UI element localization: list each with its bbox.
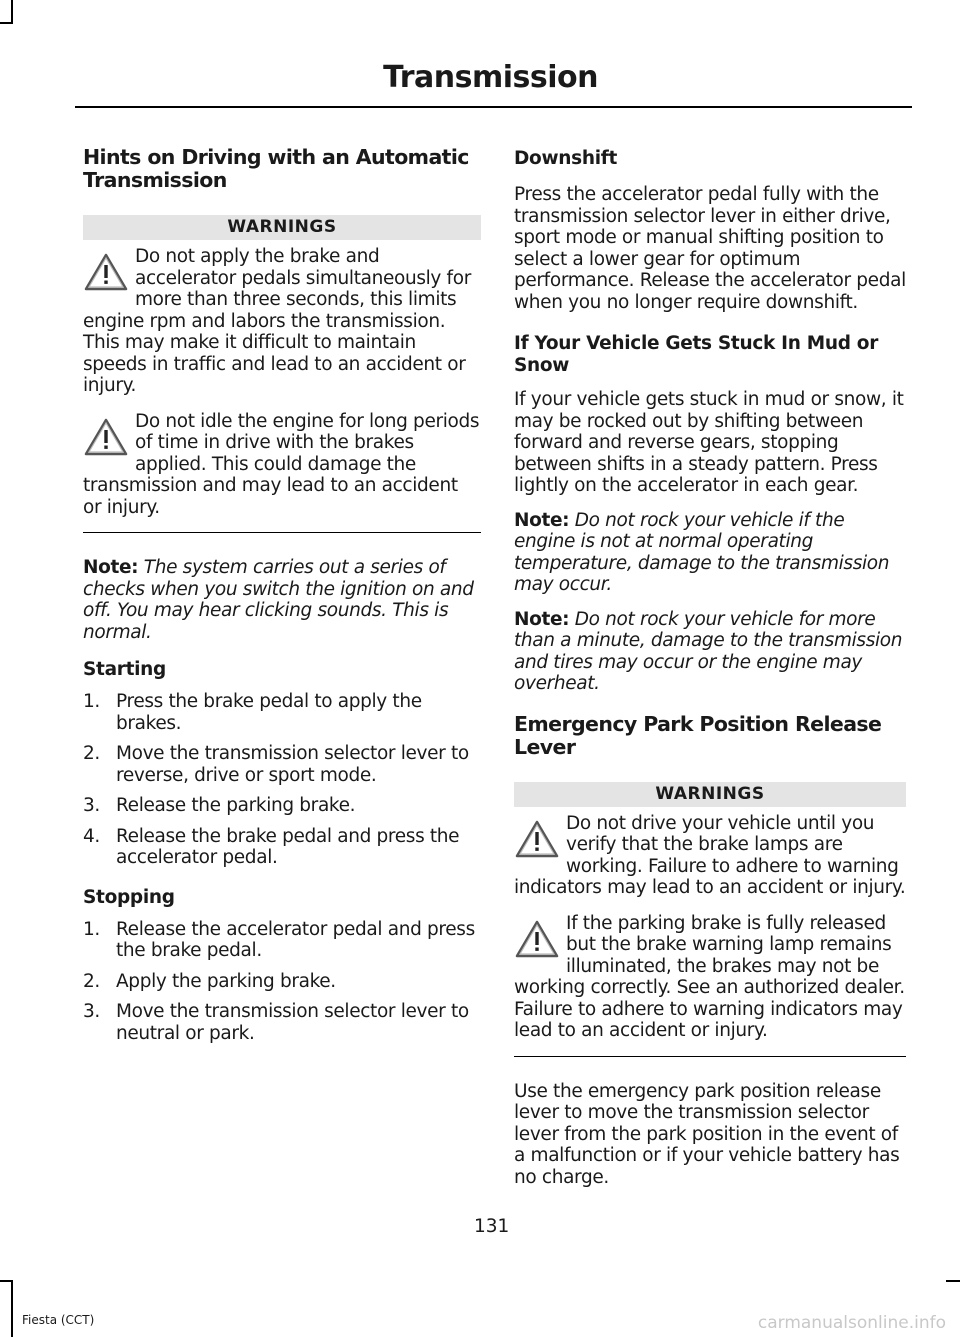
note-paragraph bbox=[514, 510, 906, 596]
warning-text: Do not apply the brake and accelerator pedals simultaneously for more than three seconds, this limits engine rpm and labors the transmission. This may make it difficult to maintain speeds in traffic and lead to an accident or injury. bbox=[83, 246, 471, 396]
list-item: 3. Release the parking brake. bbox=[83, 795, 356, 816]
page-number: 131 bbox=[474, 1216, 510, 1237]
crop-mark bbox=[946, 1280, 960, 1282]
warning-triangle-icon bbox=[83, 417, 129, 457]
section-heading-starting: Starting bbox=[83, 659, 166, 680]
crop-mark bbox=[0, 1280, 13, 1282]
note-text: Do not rock your vehicle for more than a minute, damage to the transmission and tires may occur or the engine may overheat. bbox=[514, 608, 903, 694]
note-text: The system carries out a series of checks when you switch the ignition on and off. You may hear clicking sounds. This is normal. bbox=[83, 557, 474, 643]
warnings-divider bbox=[514, 1056, 906, 1057]
section-heading-stopping: Stopping bbox=[83, 886, 175, 908]
right-column bbox=[514, 146, 906, 1201]
list-item: 2. Move the transmission selector lever to reverse, drive or sport mode. bbox=[83, 743, 469, 786]
note-label: Note: bbox=[514, 509, 570, 531]
section-heading-driving-hints: Hints on Driving with an Automatic Transmission bbox=[83, 145, 469, 192]
stuck-paragraph: If your vehicle gets stuck in mud or snow, it may be rocked out by shifting between forward and reverse gears, stopping between shifts in a steady pattern. Press lightly on the accelerator in each gear. bbox=[514, 389, 904, 496]
starting-steps-list bbox=[83, 691, 481, 869]
crop-mark bbox=[0, 22, 13, 24]
note-paragraph bbox=[514, 609, 906, 695]
crop-mark bbox=[11, 1280, 13, 1337]
warning-item bbox=[83, 411, 481, 519]
note-paragraph bbox=[83, 557, 481, 643]
watermark: carmanualsonline.info bbox=[757, 1313, 946, 1333]
warning-triangle-icon bbox=[514, 819, 560, 859]
warning-text: Do not drive your vehicle until you verify that the brake lamps are working. Failure to adhere to warning indicators may lead to an accident or injury. bbox=[514, 812, 906, 898]
list-item: 1. Release the accelerator pedal and press the brake pedal. bbox=[83, 918, 475, 961]
list-item: 2. Apply the parking brake. bbox=[83, 970, 336, 992]
warnings-divider bbox=[83, 532, 481, 533]
section-heading-emergency-park: Emergency Park Position Release Lever bbox=[514, 711, 882, 759]
warning-text: Do not idle the engine for long periods of time in drive with the brakes applied. This could damage the transmission and may lead to an accident or injury. bbox=[83, 410, 480, 518]
list-item: 4. Release the brake pedal and press the accelerator pedal. bbox=[83, 825, 460, 868]
downshift-paragraph: Press the accelerator pedal fully with the transmission selector lever in either drive, sport mode or manual shifting position to select a lower gear for optimum performance. Release the accelerator pedal when you no longer require downshift. bbox=[514, 184, 906, 313]
note-label: Note: bbox=[83, 557, 139, 578]
crop-mark bbox=[11, 0, 13, 24]
left-column bbox=[83, 146, 481, 1056]
warning-text: If the parking brake is fully released but the brake warning lamp remains illuminated, the brakes may not be working correctly. See an authorized dealer. Failure to adhere to warning indicators may lead to an accident or injury. bbox=[514, 912, 905, 1041]
warnings-header: WARNINGS bbox=[83, 215, 481, 240]
page-title: Transmission bbox=[383, 60, 598, 95]
stopping-steps-list bbox=[83, 919, 481, 1045]
list-item: 1. Press the brake pedal to apply the brakes. bbox=[83, 691, 422, 734]
note-label: Note: bbox=[514, 608, 570, 630]
warning-item bbox=[514, 813, 906, 899]
footer-model: Fiesta (CCT) bbox=[22, 1313, 95, 1327]
warning-triangle-icon bbox=[83, 252, 129, 292]
list-item: 3. Move the transmission selector lever to neutral or park. bbox=[83, 1001, 469, 1044]
header-divider bbox=[75, 106, 912, 108]
emergency-paragraph: Use the emergency park position release lever to move the transmission selector lever from the park position in the event of a malfunction or if your vehicle battery has no charge. bbox=[514, 1080, 900, 1188]
note-text: Do not rock your vehicle if the engine is not at normal operating temperature, damage to the transmission may occur. bbox=[514, 509, 890, 595]
section-heading-downshift: Downshift bbox=[514, 148, 618, 169]
warnings-header: WARNINGS bbox=[514, 782, 906, 807]
warning-triangle-icon bbox=[514, 919, 560, 959]
warning-item bbox=[514, 913, 906, 1042]
warning-item bbox=[83, 246, 481, 397]
section-heading-stuck: If Your Vehicle Gets Stuck In Mud or Snow bbox=[514, 333, 879, 376]
